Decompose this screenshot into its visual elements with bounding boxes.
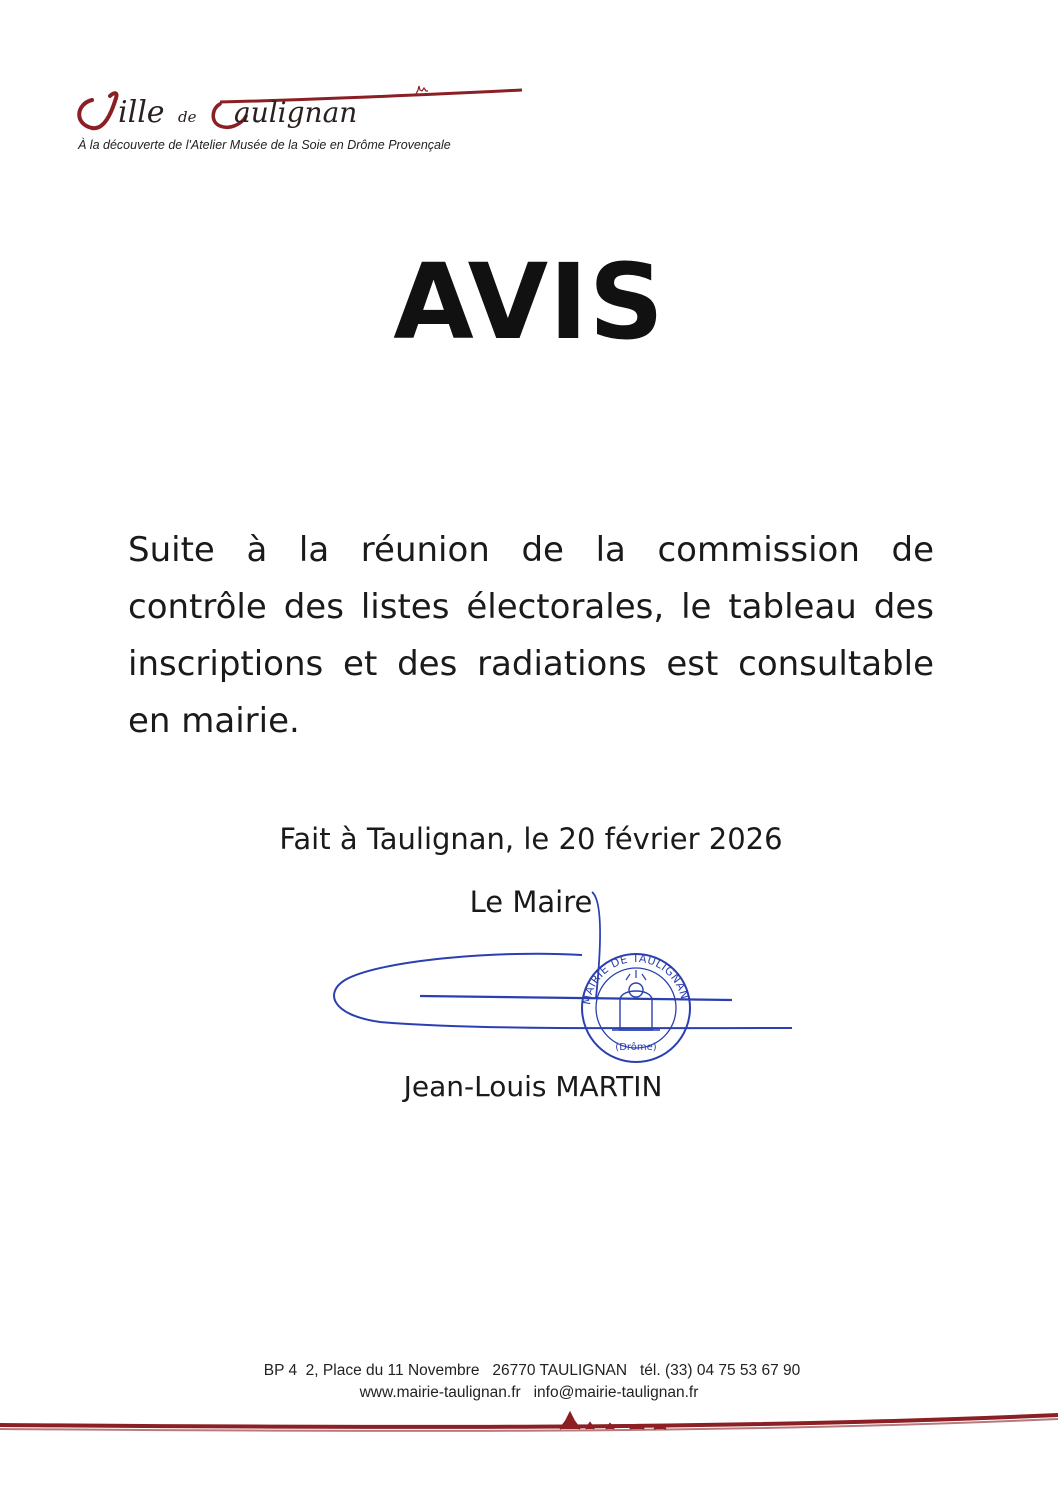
svg-text:de: de: [178, 108, 197, 126]
stamp-lettering: [580, 950, 692, 1062]
notice-body: Suite à la réunion de la commission de contrôle des listes électorales, le tableau des inscriptions et des radiations est consultable en mairie.: [128, 530, 934, 741]
footer-web-email: www.mairie-taulignan.fr info@mairie-taulignan.fr: [359, 1384, 699, 1401]
footer-address: BP 4 2, Place du 11 Novembre 26770 TAULIGNAN tél. (33) 04 75 53 67 90: [263, 1362, 801, 1379]
notice-title: AVIS: [393, 241, 665, 363]
svg-text:aulignan: aulignan: [234, 96, 358, 129]
svg-text:ille: ille: [118, 95, 165, 130]
logo-artwork: [70, 78, 530, 138]
place-date: Fait à Taulignan, le 20 février 2026: [279, 822, 783, 856]
signatory-title: Le Maire: [469, 885, 593, 919]
footer-decorative-bar: [0, 1405, 1058, 1445]
town-logo: [70, 78, 530, 158]
svg-text:MAIRIE DE TAULIGNAN: [580, 952, 691, 1006]
stamp-text-bottom: (Drôme): [615, 1042, 657, 1053]
logo-tagline: À la découverte de l'Atelier Musée de la Soie en Drôme Provençale: [78, 138, 451, 152]
signatory-name: Jean-Louis MARTIN: [403, 1070, 663, 1103]
stamp-text-top: MAIRIE DE TAULIGNAN: [580, 951, 692, 1006]
